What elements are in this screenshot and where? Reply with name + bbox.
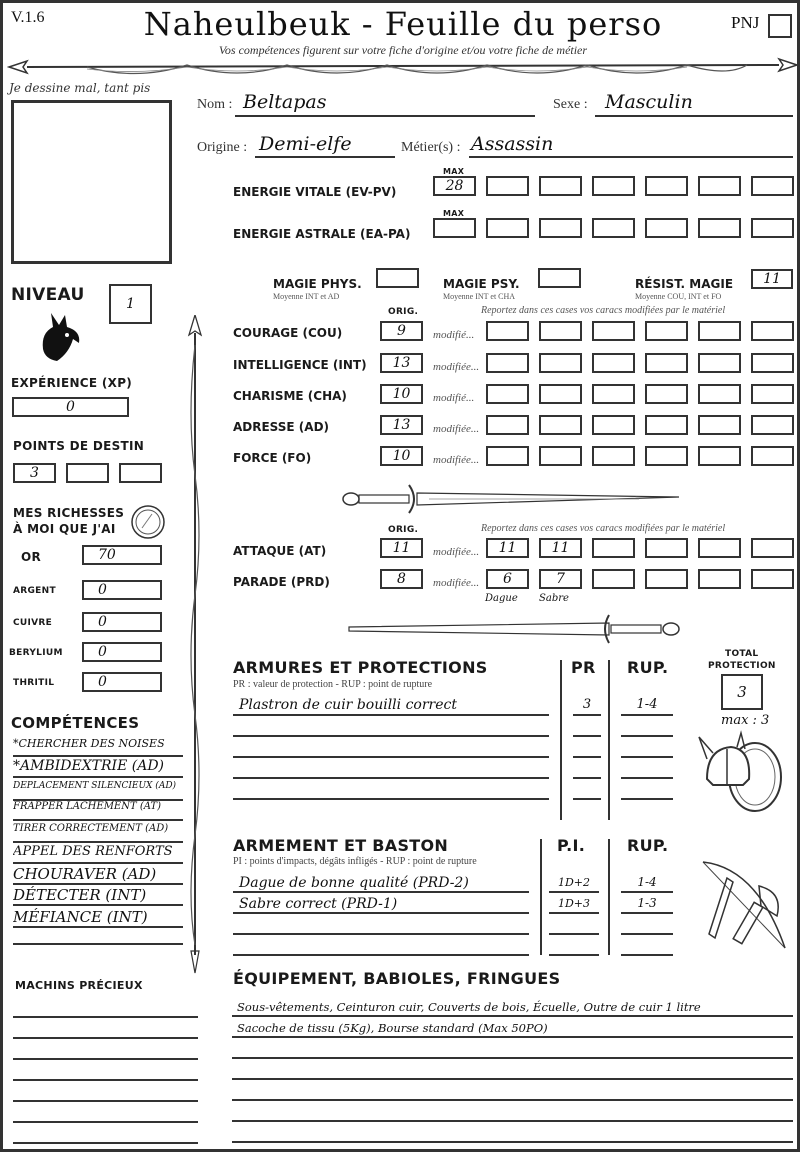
combat-mod-box[interactable]: 11 (486, 538, 529, 558)
armement-title: ARMEMENT ET BASTON (233, 836, 449, 855)
ea-label: ENERGIE ASTRALE (EA-PA) (233, 227, 411, 241)
armure-rup-line (621, 735, 673, 737)
combat-mod-box[interactable]: 6 (486, 569, 529, 589)
carac-mod-box[interactable] (539, 384, 582, 404)
version-label: V.1.6 (11, 9, 45, 26)
richesse-value-box[interactable]: 0 (82, 642, 162, 662)
carac-mod-box[interactable] (592, 415, 635, 435)
carac-label: FORCE (FO) (233, 451, 312, 465)
armure-line (233, 735, 549, 737)
carac-mod-box[interactable] (592, 353, 635, 373)
combat-mod-box[interactable] (698, 569, 741, 589)
armure-line (233, 756, 549, 758)
armure-line (233, 777, 549, 779)
armure-name[interactable]: Plastron de cuir bouilli correct (239, 697, 457, 713)
pnj-checkbox[interactable] (768, 14, 792, 38)
armure-line (233, 714, 549, 716)
dragon-icon (37, 309, 85, 365)
carac-mod-box[interactable] (645, 415, 688, 435)
combat-mod-box[interactable] (592, 569, 635, 589)
carac-orig-box[interactable]: 10 (380, 384, 423, 404)
arme-pi[interactable]: 1D+2 (557, 876, 591, 889)
magie-psy-label: MAGIE PSY. (443, 277, 520, 291)
ev-max-label: MAX (443, 167, 465, 176)
machin-line[interactable] (13, 1142, 198, 1144)
carac-mod-box[interactable] (592, 384, 635, 404)
carac-label: CHARISME (CHA) (233, 389, 347, 403)
combat-report-note: Reportez dans ces cases vos caracs modifiées par le matériel (481, 523, 726, 534)
destin-box-3[interactable] (119, 463, 162, 483)
competence-line (13, 776, 183, 778)
arme-rup[interactable]: 1-3 (637, 896, 657, 910)
total-protection-label-2: PROTECTION (708, 661, 776, 671)
arme-line (233, 954, 529, 956)
armures-col-rup: RUP. (627, 658, 669, 677)
competence-item[interactable]: DÉPLACEMENT SILENCIEUX (AD) (13, 781, 177, 791)
carac-orig-box[interactable]: 13 (380, 353, 423, 373)
ea-max-label: MAX (443, 209, 465, 218)
richesse-value-box[interactable]: 0 (82, 612, 162, 632)
richesse-label: BERYLIUM (9, 648, 63, 658)
machin-line[interactable] (13, 1100, 198, 1102)
combat-mod-box[interactable]: 7 (539, 569, 582, 589)
competence-line (13, 841, 183, 843)
carac-mod-box[interactable] (539, 353, 582, 373)
destin-label: POINTS DE DESTIN (13, 439, 145, 453)
armure-rup-line (621, 714, 673, 716)
arme-rup[interactable]: 1-4 (637, 875, 657, 889)
carac-mod-box[interactable] (592, 321, 635, 341)
ev-box-5[interactable] (645, 176, 688, 196)
competence-item[interactable]: *CHERCHER DES NOISES (13, 737, 165, 750)
ev-box-6[interactable] (698, 176, 741, 196)
richesse-label: THRITIL (13, 678, 55, 688)
portrait-caption: Je dessine mal, tant pis (9, 81, 151, 95)
ev-box-3[interactable] (539, 176, 582, 196)
magie-psy-note: Moyenne INT et CHA (443, 292, 516, 301)
niveau-label: NIVEAU (11, 285, 85, 305)
carac-mod-box[interactable] (645, 321, 688, 341)
machin-line[interactable] (13, 1058, 198, 1060)
resist-magie-box[interactable]: 11 (751, 269, 793, 289)
ea-box-6[interactable] (698, 218, 741, 238)
niveau-box[interactable]: 1 (109, 284, 152, 324)
carac-orig-box[interactable]: 13 (380, 415, 423, 435)
combat-label: PARADE (PRD) (233, 575, 330, 589)
arme-line (233, 912, 529, 914)
armure-pr-line (573, 714, 601, 716)
ea-box-1[interactable] (433, 218, 476, 238)
magie-phys-note: Moyenne INT et AD (273, 292, 340, 301)
arme-line (233, 933, 529, 935)
arme-pi-line (549, 912, 599, 914)
carac-mod-label: modifiée... (433, 361, 480, 373)
caracs-report-note: Reportez dans ces cases vos caracs modifiées par le matériel (481, 305, 726, 316)
armure-pr[interactable]: 3 (582, 697, 592, 712)
subtitle: Vos compétences figurent sur votre fiche d'origine et/ou votre fiche de métier (218, 43, 588, 57)
combat-mod-label: modifiée... (433, 546, 480, 558)
metier-label: Métier(s) : (401, 140, 461, 155)
machin-line[interactable] (13, 1037, 198, 1039)
carac-mod-box[interactable] (698, 446, 741, 466)
magie-phys-box[interactable] (376, 268, 419, 288)
ea-box-2[interactable] (486, 218, 529, 238)
carac-mod-box[interactable] (486, 353, 529, 373)
sexe-label: Sexe : (553, 97, 588, 112)
carac-mod-box[interactable] (486, 446, 529, 466)
pnj-label: PNJ (731, 13, 760, 32)
armure-pr-line (573, 735, 601, 737)
carac-mod-label: modifié... (433, 329, 475, 341)
carac-label: INTELLIGENCE (INT) (233, 358, 367, 372)
competence-line (13, 926, 183, 928)
crossed-weapons-icon (697, 858, 793, 954)
equipement-title: ÉQUIPEMENT, BABIOLES, FRINGUES (233, 969, 561, 988)
caracs-orig-label: ORIG. (388, 307, 419, 317)
equipement-line (232, 1057, 793, 1059)
destin-box-2[interactable] (66, 463, 109, 483)
ev-box-2[interactable] (486, 176, 529, 196)
equipement-line (232, 1015, 793, 1017)
carac-mod-box[interactable] (698, 321, 741, 341)
metier-value[interactable]: Assassin (471, 133, 554, 155)
magie-psy-box[interactable] (538, 268, 581, 288)
spear-banner-icon (7, 55, 799, 79)
total-protection-label-1: TOTAL (725, 649, 759, 659)
competence-line (13, 883, 183, 885)
combat-mod-box[interactable]: 11 (539, 538, 582, 558)
arme-rup-line (621, 954, 673, 956)
arme-rup-line (621, 912, 673, 914)
carac-mod-box[interactable] (751, 446, 794, 466)
richesses-label-1: MES RICHESSES (13, 506, 125, 520)
competence-line (13, 904, 183, 906)
armure-pr-line (573, 798, 601, 800)
ev-label: ENERGIE VITALE (EV-PV) (233, 185, 397, 199)
armures-title: ARMURES ET PROTECTIONS (233, 658, 488, 677)
machin-line[interactable] (13, 1016, 198, 1018)
resist-magie-note: Moyenne COU, INT et FO (635, 292, 722, 301)
total-protection-box[interactable]: 3 (721, 674, 763, 710)
carac-orig-box[interactable]: 10 (380, 446, 423, 466)
richesse-value-box[interactable]: 70 (82, 545, 162, 565)
sword-icon (339, 481, 689, 517)
armement-col-pi: P.I. (557, 836, 586, 855)
richesse-value-box[interactable]: 0 (82, 672, 162, 692)
carac-mod-box[interactable] (698, 415, 741, 435)
competence-item[interactable]: CHOURAVER (AD) (13, 865, 157, 883)
armure-pr-line (573, 777, 601, 779)
helmet-shield-icon (697, 729, 789, 821)
competence-line (13, 943, 183, 945)
armure-rup-line (621, 798, 673, 800)
carac-mod-box[interactable] (539, 321, 582, 341)
combat-orig-label: ORIG. (388, 525, 419, 535)
carac-mod-box[interactable] (539, 446, 582, 466)
competence-item[interactable]: DÉTECTER (INT) (13, 886, 147, 904)
carac-mod-box[interactable] (698, 353, 741, 373)
combat-mod-box[interactable] (698, 538, 741, 558)
machin-line[interactable] (13, 1121, 198, 1123)
armures-col-pr: PR (571, 658, 596, 677)
sword-icon-2 (339, 611, 689, 647)
xp-box[interactable]: 0 (12, 397, 129, 417)
combat-mod-box[interactable] (751, 569, 794, 589)
armement-note: PI : points d'impacts, dégâts infligés - RUP : point de rupture (233, 856, 477, 867)
competence-line (13, 862, 183, 864)
richesse-label: ARGENT (13, 586, 56, 596)
equipement-item[interactable]: Sous-vêtements, Ceinturon cuir, Couverts de bois, Écuelle, Outre de cuir 1 litre (237, 1000, 701, 1014)
resist-magie-label: RÉSIST. MAGIE (635, 277, 734, 291)
carac-mod-box[interactable] (486, 321, 529, 341)
competence-item[interactable]: APPEL DES RENFORTS (13, 844, 173, 859)
ea-box-4[interactable] (592, 218, 635, 238)
page-title: Naheulbeuk - Feuille du perso (143, 5, 663, 43)
equipement-line (232, 1036, 793, 1038)
richesse-value-box[interactable]: 0 (82, 580, 162, 600)
armure-rup-line (621, 777, 673, 779)
machin-line[interactable] (13, 1079, 198, 1081)
combat-label: ATTAQUE (AT) (233, 544, 327, 558)
carac-mod-box[interactable] (645, 446, 688, 466)
arme-name[interactable]: Dague de bonne qualité (PRD-2) (239, 875, 469, 891)
armure-pr-line (573, 756, 601, 758)
max-protection-note: max : 3 (721, 713, 770, 728)
richesses-label-2: À MOI QUE J'AI (13, 522, 116, 536)
competence-item[interactable]: *AMBIDEXTRIE (AD) (13, 758, 165, 774)
carac-mod-box[interactable] (645, 353, 688, 373)
nom-label: Nom : (197, 97, 233, 112)
carac-mod-box[interactable] (539, 415, 582, 435)
equipement-item[interactable]: Sacoche de tissu (5Kg), Bourse standard (Max 50PO) (237, 1021, 548, 1035)
origine-label: Origine : (197, 140, 248, 155)
armure-rup-line (621, 756, 673, 758)
equipement-line (232, 1099, 793, 1101)
sexe-value[interactable]: Masculin (605, 91, 693, 113)
carac-mod-box[interactable] (592, 446, 635, 466)
richesse-label: OR (21, 550, 42, 564)
combat-mod-box[interactable] (645, 538, 688, 558)
competences-label: COMPÉTENCES (11, 714, 140, 732)
competence-item[interactable]: MÉFIANCE (INT) (13, 908, 148, 926)
competence-line (13, 819, 183, 821)
arme-rup-line (621, 891, 673, 893)
spear-vertical-icon (185, 315, 205, 975)
combat-orig-box[interactable]: 11 (380, 538, 423, 558)
combat-mod-box[interactable] (592, 538, 635, 558)
carac-mod-box[interactable] (751, 353, 794, 373)
carac-mod-label: modifiée... (433, 423, 480, 435)
competence-item[interactable]: FRAPPER LÂCHEMENT (AT) (13, 801, 161, 812)
combat-mod-box[interactable] (751, 538, 794, 558)
combat-mod-box[interactable] (645, 569, 688, 589)
arme-pi-line (549, 891, 599, 893)
carac-mod-box[interactable] (698, 384, 741, 404)
machins-label: MACHINS PRÉCIEUX (15, 979, 143, 992)
combat-orig-box[interactable]: 8 (380, 569, 423, 589)
equipement-line (232, 1141, 793, 1143)
carac-mod-box[interactable] (751, 384, 794, 404)
nom-value[interactable]: Beltapas (243, 91, 327, 113)
competence-line (13, 755, 183, 757)
arme-line (233, 891, 529, 893)
coin-icon (130, 504, 166, 540)
arme-name[interactable]: Sabre correct (PRD-1) (239, 896, 398, 912)
portrait-box[interactable] (11, 100, 172, 264)
richesse-label: CUIVRE (13, 618, 53, 628)
carac-label: ADRESSE (AD) (233, 420, 330, 434)
carac-orig-box[interactable]: 9 (380, 321, 423, 341)
carac-mod-box[interactable] (486, 384, 529, 404)
carac-mod-label: modifié... (433, 392, 475, 404)
ev-box-4[interactable] (592, 176, 635, 196)
ea-box-3[interactable] (539, 218, 582, 238)
carac-mod-box[interactable] (751, 415, 794, 435)
carac-mod-box[interactable] (645, 384, 688, 404)
equipement-line (232, 1078, 793, 1080)
arme-pi-line (549, 933, 599, 935)
equipement-line (232, 1120, 793, 1122)
magie-phys-label: MAGIE PHYS. (273, 277, 362, 291)
ea-box-7[interactable] (751, 218, 794, 238)
arme-pi-line (549, 954, 599, 956)
carac-mod-label: modifiée... (433, 454, 480, 466)
armement-col-rup: RUP. (627, 836, 669, 855)
ea-box-5[interactable] (645, 218, 688, 238)
armure-rup[interactable]: 1-4 (636, 697, 658, 712)
ev-box-7[interactable] (751, 176, 794, 196)
arme-pi[interactable]: 1D+3 (557, 897, 591, 910)
weapon-note-sabre: Sabre (539, 593, 569, 604)
carac-label: COURAGE (COU) (233, 326, 343, 340)
weapon-note-dague: Dague (485, 593, 518, 604)
carac-mod-box[interactable] (486, 415, 529, 435)
combat-mod-label: modifiée... (433, 577, 480, 589)
destin-box-1[interactable]: 3 (13, 463, 56, 483)
arme-rup-line (621, 933, 673, 935)
competence-item[interactable]: TIRER CORRECTEMENT (AD) (13, 823, 169, 834)
armures-note: PR : valeur de protection - RUP : point de rupture (233, 679, 433, 690)
xp-label: EXPÉRIENCE (XP) (11, 376, 133, 390)
ev-box-1[interactable]: 28 (433, 176, 476, 196)
carac-mod-box[interactable] (751, 321, 794, 341)
armure-line (233, 798, 549, 800)
origine-value[interactable]: Demi-elfe (259, 133, 352, 155)
